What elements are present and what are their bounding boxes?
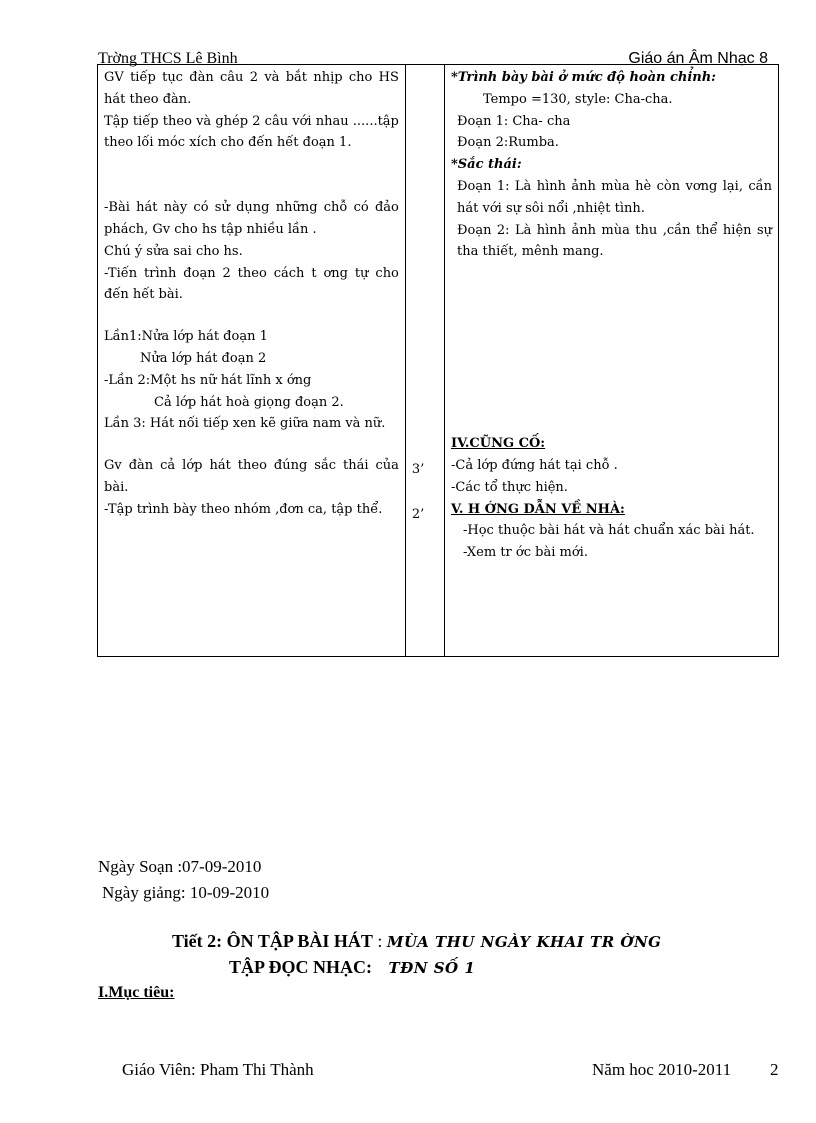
activity-line: Lần1:Nửa lớp hát đoạn 1 bbox=[104, 329, 268, 345]
huong-dan-line: -Học thuộc bài hát và hát chuẩn xác bài hát. bbox=[463, 523, 755, 539]
time-value: 3’ bbox=[411, 462, 425, 477]
spacer bbox=[104, 154, 399, 197]
footer-year: Năm hoc 2010-2011 bbox=[592, 1060, 732, 1079]
lesson-heading bbox=[172, 931, 661, 952]
spacer bbox=[104, 306, 399, 326]
doan2-line: Đoạn 2:Rumba. bbox=[457, 135, 559, 151]
tdn-label: TẬP ĐỌC NHẠC: bbox=[229, 957, 372, 977]
activity-line: Nửa lớp hát đoạn 2 bbox=[140, 350, 267, 366]
spacer bbox=[451, 263, 772, 433]
sac-thai-line: Đoạn 2: Là hình ảnh mùa thu ,cần thể hiện sự tha thiết, mênh mang. bbox=[457, 222, 772, 260]
ngay-giang: Ngày giảng: 10-09-2010 bbox=[102, 883, 270, 902]
time-value: 2’ bbox=[411, 506, 425, 522]
huong-dan-line: -Xem tr ớc bài mới. bbox=[463, 545, 588, 561]
tiet-label: Tiết 2: bbox=[172, 931, 223, 951]
header-school: Trờng THCS Lê Bình bbox=[98, 50, 238, 67]
ngay-soan: Ngày Soạn :07-09-2010 bbox=[98, 857, 262, 876]
sac-thai-line: Đoạn 1: Là hình ảnh mùa hè còn vơng lại, cần hát với sự sôi nổi ,nhiệt tình. bbox=[457, 178, 772, 216]
page-number: 2 bbox=[770, 1060, 779, 1079]
activity-line: Cả lớp hát hoà giọng đoạn 2. bbox=[154, 394, 344, 410]
activity-line: Gv đàn cả lớp hát theo đúng sắc thái của bài. bbox=[104, 458, 399, 495]
tdn-heading bbox=[229, 957, 475, 978]
tdn-value: TĐN SỐ 1 bbox=[388, 959, 476, 977]
activity-line: -Bài hát này có sử dụng những chỗ có đảo phách, Gv cho hs tập nhiều lần . bbox=[104, 200, 399, 237]
footer-teacher: Giáo Viên: Pham Thi Thành bbox=[122, 1060, 314, 1079]
activity-line: -Tiến trình đoạn 2 theo cách t ơng tự cho đến hết bài. bbox=[104, 265, 399, 303]
lesson-table bbox=[97, 64, 779, 657]
spacer bbox=[104, 435, 399, 455]
activity-line: -Lần 2:Một hs nữ hát lĩnh x ớng bbox=[104, 372, 312, 388]
activity-line: Tập tiếp theo và ghép 2 câu với nhau ......tập theo lối móc xích cho đến hết đoạn 1. bbox=[104, 113, 399, 151]
trinh-bay-title: *Trình bày bài ở mức độ hoàn chỉnh: bbox=[451, 70, 716, 85]
huong-dan-title: V. H ỚNG DẪN VỀ NHÀ: bbox=[451, 501, 625, 517]
doan1-line: Đoạn 1: Cha- cha bbox=[457, 113, 571, 129]
activity-line: -Tập trình bày theo nhóm ,đơn ca, tập thể. bbox=[104, 501, 383, 517]
cung-co-line: -Các tổ thực hiện. bbox=[451, 479, 568, 495]
header-subject: Giáo án Âm Nhạc 8 bbox=[628, 50, 768, 67]
sac-thai-title: *Sắc thái: bbox=[451, 157, 522, 173]
on-tap-label: ÔN TẬP BÀI HÁT bbox=[226, 931, 373, 951]
time-column bbox=[405, 65, 444, 657]
separator: : bbox=[372, 931, 387, 951]
muc-tieu-heading: I.Mục tiêu: bbox=[98, 984, 175, 1001]
cung-co-line: -Cả lớp đứng hát tại chỗ . bbox=[451, 457, 618, 473]
content-column bbox=[445, 65, 779, 657]
activity-line: Chú ý sửa sai cho hs. bbox=[104, 243, 243, 259]
activity-line: Lần 3: Hát nối tiếp xen kẽ giữa nam và nữ. bbox=[104, 416, 386, 432]
activity-column bbox=[98, 65, 406, 657]
cung-co-title: IV.CŨNG CỐ: bbox=[451, 436, 546, 452]
song-title: MÙA THU NGÀY KHAI TR ỜNG bbox=[386, 933, 662, 951]
tempo-line: Tempo =130, style: Cha-cha. bbox=[483, 91, 673, 107]
activity-line: GV tiếp tục đàn câu 2 và bắt nhịp cho HS hát theo đàn. bbox=[104, 70, 399, 107]
